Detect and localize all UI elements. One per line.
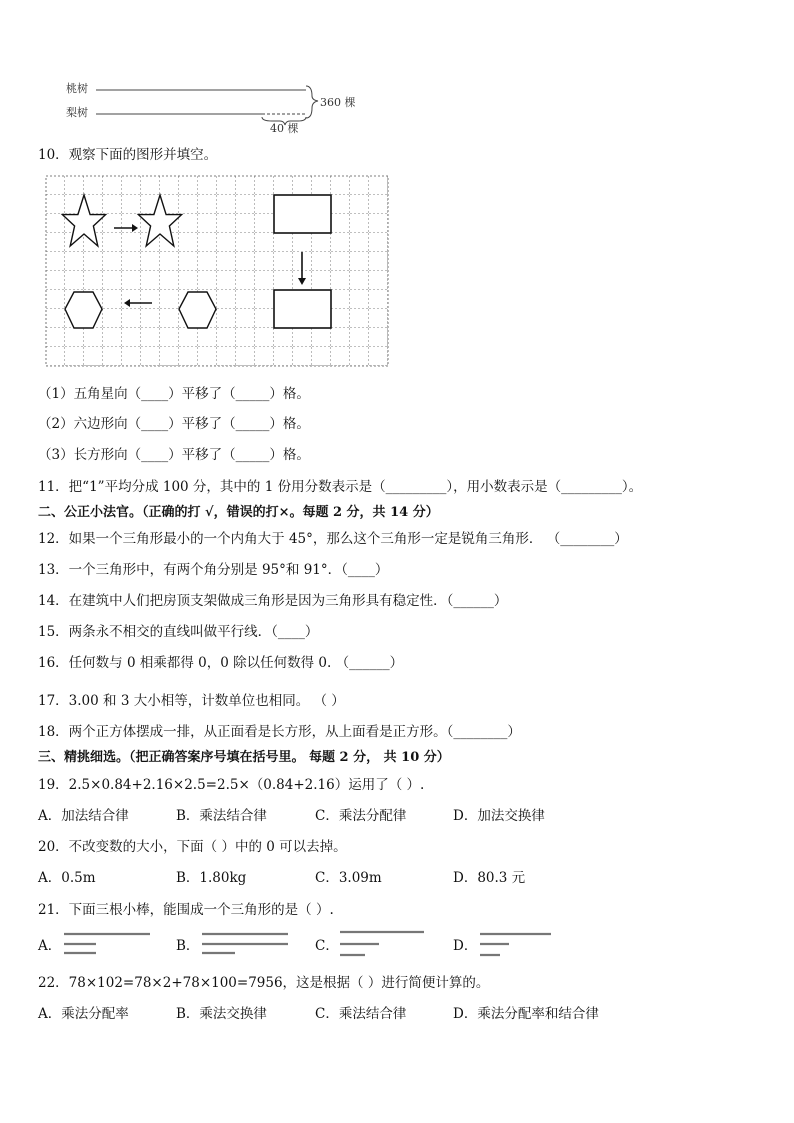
q11: 11．把“1”平均分成 100 分，其中的 1 份用分数表示是（_________），用小数表示是（_________）。	[38, 479, 643, 495]
q15: 15．两条永不相交的直线叫做平行线．（____）	[38, 624, 319, 640]
rectangle-original	[274, 195, 331, 233]
q19-option-d[interactable]: D．加法交换律	[453, 808, 545, 824]
q22-option-b[interactable]: B．乘法交换律	[176, 1006, 267, 1022]
q14: 14．在建筑中人们把房顶支架做成三角形是因为三角形具有稳定性．（______）	[38, 593, 508, 609]
q16: 16．任何数与 0 相乘都得 0，0 除以任何数得 0. （______）	[38, 655, 404, 671]
q19-option-a[interactable]: A．加法结合律	[38, 808, 129, 824]
q20-option-a[interactable]: A．0.5m	[38, 870, 96, 886]
total-label: 360 棵	[320, 96, 356, 109]
q10-sub3: （3）长方形向（____）平移了（_____）格。	[38, 447, 310, 463]
q20-stem: 20．不改变数的大小，下面（ ）中的 0 可以去掉。	[38, 839, 347, 855]
q19-option-b[interactable]: B．乘法结合律	[176, 808, 267, 824]
q22-option-d[interactable]: D．乘法分配率和结合律	[453, 1006, 599, 1022]
q19-stem: 19．2.5×0.84+2.16×2.5=2.5×（0.84+2.16）运用了（ ）.	[38, 777, 425, 793]
section3-heading: 三、精挑细选。（把正确答案序号填在括号里。 每题 2 分， 共 10 分）	[38, 750, 450, 765]
grid-figure	[46, 176, 388, 366]
rectangle-moved	[274, 290, 331, 328]
q22-option-c[interactable]: C．乘法结合律	[315, 1006, 407, 1022]
q10-sub1: （1）五角星向（____）平移了（_____）格。	[38, 386, 310, 402]
q18: 18．两个正方体摆成一排，从正面看是长方形，从上面看是正方形。（________）	[38, 724, 521, 740]
section2-heading: 二、公正小法官。（正确的打 √，错误的打×。每题 2 分，共 14 分）	[38, 505, 439, 520]
q21-option-b[interactable]: B．	[176, 938, 200, 954]
q21-option-a[interactable]: A．	[38, 938, 62, 954]
q19-option-c[interactable]: C．乘法分配律	[315, 808, 407, 824]
q17: 17．3.00 和 3 大小相等，计数单位也相同。 （ ）	[38, 693, 345, 709]
q10-sub2: （2）六边形向（____）平移了（_____）格。	[38, 416, 310, 432]
pear-label: 梨树	[66, 106, 88, 119]
diff-label: 40 棵	[270, 122, 299, 135]
tree-diagram-lines	[0, 0, 794, 140]
peach-label: 桃树	[66, 82, 88, 95]
q21-stem: 21．下面三根小棒，能围成一个三角形的是（ ）.	[38, 902, 334, 918]
q22-option-a[interactable]: A．乘法分配率	[38, 1006, 129, 1022]
q21-sticks	[0, 925, 794, 965]
q21-option-d[interactable]: D．	[453, 938, 478, 954]
q12: 12．如果一个三角形最小的一个内角大于 45°，那么这个三角形一定是锐角三角形． （________）	[38, 531, 628, 547]
q13: 13．一个三角形中，有两个角分别是 95°和 91°．（____）	[38, 562, 389, 578]
q20-option-d[interactable]: D．80.3 元	[453, 870, 526, 886]
q20-option-c[interactable]: C．3.09m	[315, 870, 382, 886]
q22-stem: 22．78×102=78×2+78×100=7956，这是根据（ ）进行简便计算的。	[38, 975, 490, 991]
q20-option-b[interactable]: B．1.80kg	[176, 870, 247, 886]
q21-option-c[interactable]: C．	[315, 938, 339, 954]
q10-title: 10．观察下面的图形并填空。	[38, 147, 218, 163]
